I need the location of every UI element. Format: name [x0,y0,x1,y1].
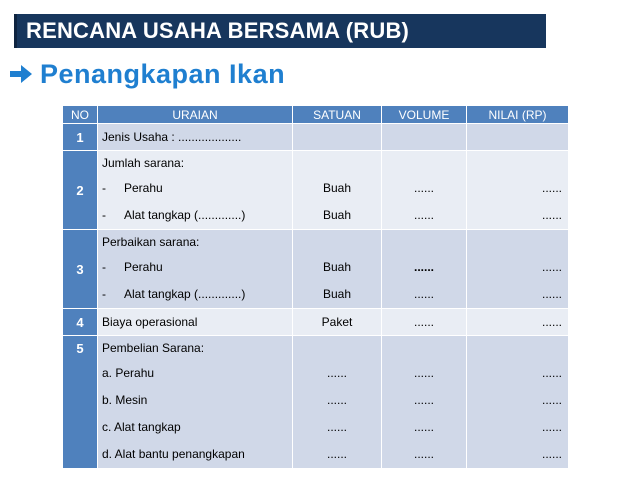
uraian-cell [98,230,293,309]
nilai-value: ...... [541,447,562,461]
volume-cell [382,151,467,230]
dash: - [102,287,106,301]
volume-cell [382,309,467,336]
nilai-cell [467,151,569,230]
volume-value: ...... [413,366,434,380]
header-volume: VOLUME [382,106,467,124]
table-row [63,151,569,230]
satuan-cell [293,309,382,336]
uraian-item: a. Perahu [102,366,155,380]
table-header-row [63,106,569,124]
item-label: Alat tangkap (.............) [124,208,246,222]
uraian-line: Jumlah sarana: [102,156,185,170]
satuan-value: ...... [326,447,347,461]
table-row [63,124,569,151]
satuan-value: Buah [322,181,352,195]
nilai-cell [467,124,569,151]
uraian-item [98,202,292,229]
satuan-cell [293,124,382,151]
satuan-value: Buah [322,287,352,301]
volume-value: ...... [413,287,434,301]
uraian-line: Pembelian Sarana: [102,341,205,355]
satuan-cell [293,151,382,230]
volume-cell [382,124,467,151]
uraian-cell [98,336,293,469]
nilai-value: ...... [541,260,562,274]
row-number: 4 [63,309,98,336]
satuan-value: Buah [322,208,352,222]
dash: - [102,181,106,195]
nilai-value: ...... [541,315,562,329]
nilai-value: ...... [541,393,562,407]
volume-value: ...... [413,393,434,407]
uraian-cell [98,124,293,151]
row-number: 3 [63,230,98,309]
row-number: 1 [63,124,98,151]
uraian-line: Biaya operasional [102,315,198,329]
table-row [63,309,569,336]
header-no: NO [63,106,98,124]
volume-value: ...... [413,208,434,222]
nilai-value: ...... [541,420,562,434]
nilai-value: ...... [541,287,562,301]
header-satuan: SATUAN [293,106,382,124]
satuan-cell [293,230,382,309]
uraian-item [98,175,292,202]
row-number: 5 [63,336,98,469]
volume-cell [382,336,467,469]
uraian-line: Perbaikan sarana: [102,235,200,249]
volume-value: ...... [413,315,434,329]
nilai-value: ...... [541,208,562,222]
dash: - [102,260,106,274]
subtitle: Penangkapan Ikan [40,58,286,89]
volume-value: ...... [413,260,434,274]
satuan-value: ...... [326,366,347,380]
volume-cell [382,230,467,309]
title-bar [14,14,546,48]
uraian-item: c. Alat tangkap [102,420,181,434]
satuan-cell [293,336,382,469]
nilai-cell [467,336,569,469]
volume-value: ...... [413,181,434,195]
uraian-item [98,281,292,308]
uraian-cell [98,309,293,336]
item-label: Alat tangkap (.............) [124,287,246,301]
nilai-value: ...... [541,181,562,195]
uraian-item [98,254,292,281]
row-number: 2 [63,151,98,230]
arrow-right-icon [8,62,34,86]
item-label: Perahu [124,181,163,195]
uraian-cell [98,151,293,230]
nilai-cell [467,230,569,309]
satuan-value: Paket [321,315,353,329]
table-row [63,230,569,309]
item-label: Perahu [124,260,163,274]
uraian-item: b. Mesin [102,393,148,407]
uraian-item: d. Alat bantu penangkapan [102,447,245,461]
header-uraian: URAIAN [98,106,293,124]
rub-table [62,105,569,469]
subtitle-row [8,58,285,90]
dash: - [102,208,106,222]
satuan-value: ...... [326,420,347,434]
nilai-value: ...... [541,366,562,380]
uraian-line: Jenis Usaha : ................... [102,130,242,144]
volume-value: ...... [413,447,434,461]
volume-value: ...... [413,420,434,434]
slide-title: RENCANA USAHA BERSAMA (RUB) [26,18,410,43]
nilai-cell [467,309,569,336]
table-row [63,336,569,469]
satuan-value: Buah [322,260,352,274]
satuan-value: ...... [326,393,347,407]
header-nilai: NILAI (RP) [467,106,569,124]
